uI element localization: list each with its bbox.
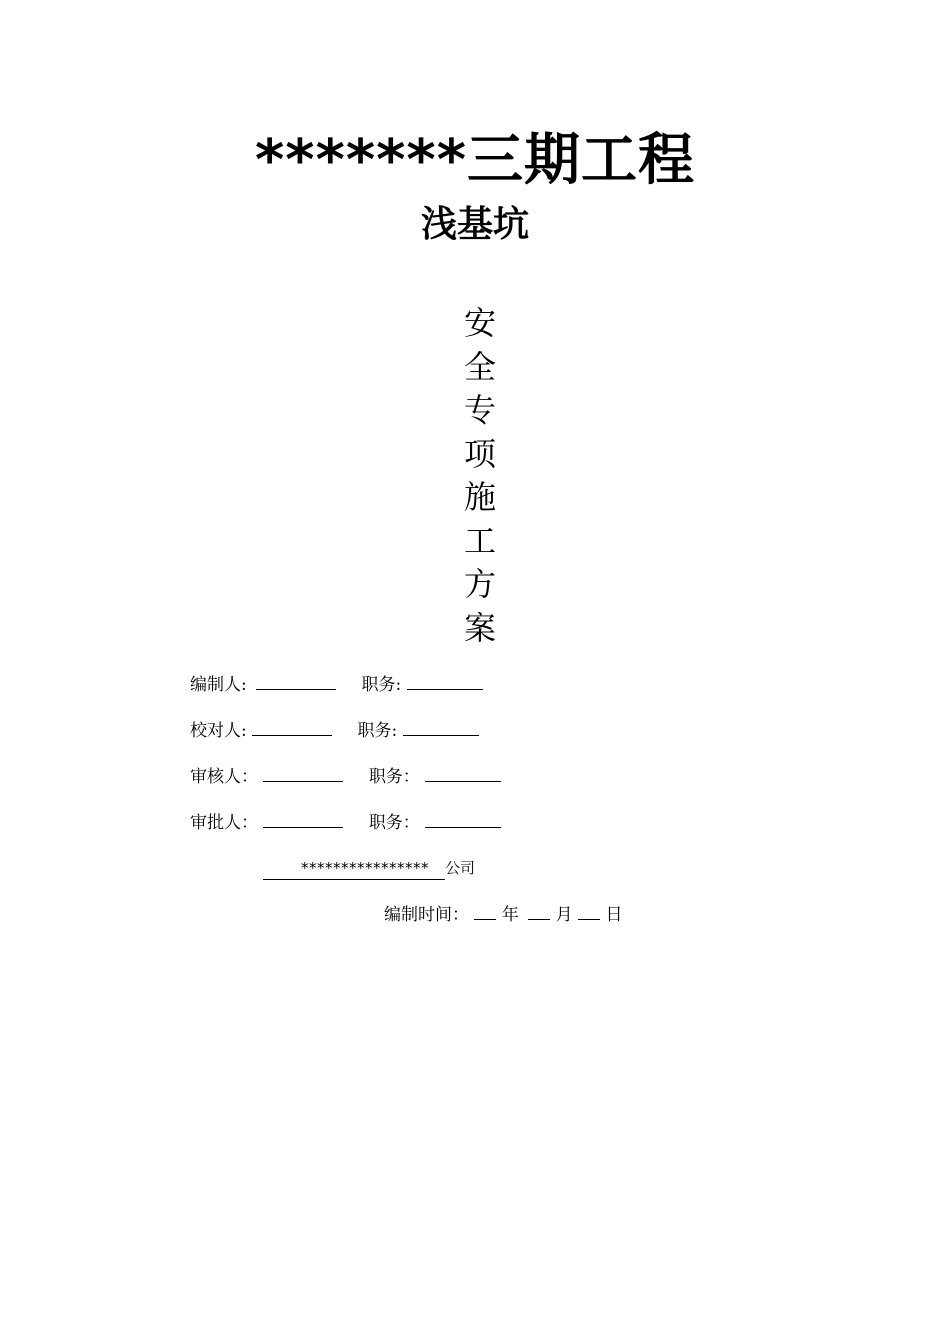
- approver-duty-label: 职务：: [368, 813, 420, 833]
- year-blank: [474, 902, 496, 920]
- approver-blank: [263, 810, 343, 828]
- signature-row-approver: [190, 810, 501, 835]
- reviewer-label: 审核人：: [190, 767, 258, 787]
- plan-title-char: 案: [463, 608, 496, 647]
- approver-duty-blank: [425, 810, 501, 828]
- reviewer-duty-blank: [425, 764, 501, 782]
- signature-row-reviewer: [190, 764, 501, 789]
- plan-title-char: 施: [463, 478, 496, 516]
- compiler-label: 编制人:: [190, 675, 247, 695]
- plan-title-char: 安: [463, 304, 496, 342]
- plan-title-char: 专: [463, 391, 496, 429]
- proofreader-label: 校对人:: [190, 721, 247, 741]
- project-title: *******三期工程: [255, 128, 695, 193]
- company-name-masked: ****************: [263, 857, 445, 880]
- plan-title-char: 方: [463, 565, 496, 603]
- plan-title-vertical: [455, 302, 505, 650]
- approver-label: 审批人：: [190, 813, 258, 833]
- compiler-duty-label: 职务:: [361, 675, 402, 695]
- company-suffix: 公司: [445, 859, 476, 877]
- plan-title-char: 工: [463, 521, 496, 560]
- plan-title-char: 项: [463, 434, 496, 473]
- month-label: 月: [555, 905, 573, 925]
- company-line: [263, 857, 475, 880]
- compile-date: [384, 902, 622, 927]
- proofreader-duty-label: 职务:: [357, 721, 398, 741]
- compile-date-label: 编制时间：: [384, 905, 469, 925]
- day-blank: [578, 902, 600, 920]
- plan-title-char: 全: [463, 347, 496, 386]
- reviewer-blank: [263, 764, 343, 782]
- proofreader-duty-blank: [403, 718, 479, 736]
- reviewer-duty-label: 职务：: [368, 767, 420, 787]
- month-blank: [528, 902, 550, 920]
- compiler-duty-blank: [407, 672, 483, 690]
- proofreader-blank: [252, 718, 332, 736]
- year-label: 年: [501, 905, 519, 925]
- signature-row-proofreader: [190, 718, 479, 743]
- day-label: 日: [605, 905, 623, 925]
- signature-row-compiler: [190, 672, 483, 697]
- compiler-blank: [256, 672, 336, 690]
- project-subtitle: 浅基坑: [420, 204, 529, 245]
